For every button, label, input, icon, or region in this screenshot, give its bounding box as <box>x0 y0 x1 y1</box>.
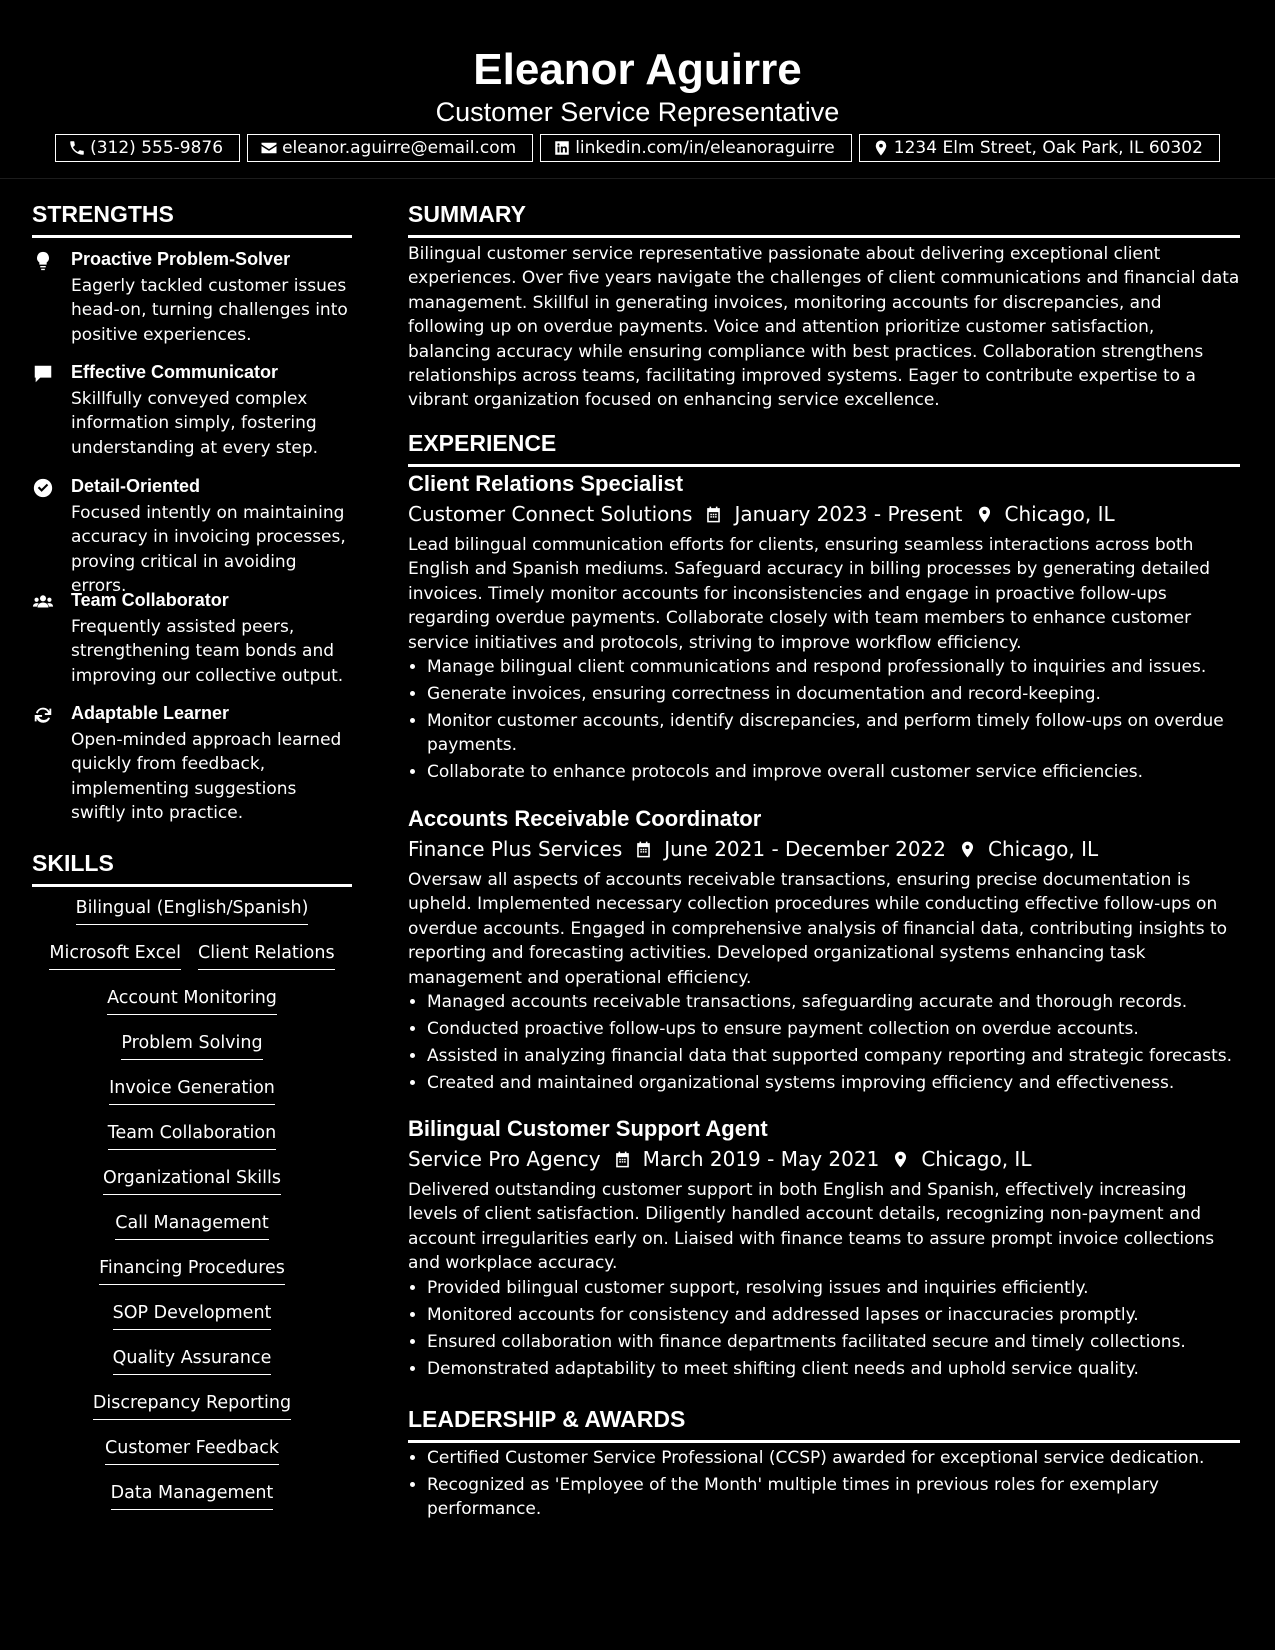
bullet-item: • Manage bilingual client communications and respond professionally to inquiries and issues. <box>427 655 1240 679</box>
job-location: Chicago, IL <box>988 837 1099 861</box>
job-bullets <box>408 655 1240 785</box>
bullet-item: • Collaborate to enhance protocols and improve overall customer service efficiencies. <box>427 760 1240 784</box>
skills-heading: SKILLS <box>32 849 352 887</box>
job-title: Bilingual Customer Support Agent <box>408 1116 768 1141</box>
job-entry <box>408 805 1240 1098</box>
awards-list <box>408 1446 1259 1524</box>
summary-heading: SUMMARY <box>408 200 1240 238</box>
map-pin-icon <box>891 1150 910 1169</box>
job-company: Finance Plus Services <box>408 837 623 861</box>
map-pin-icon <box>872 139 890 157</box>
strength-desc: Frequently assisted peers, strengthening team bonds and improving our collective output. <box>71 617 344 686</box>
job-dates: March 2019 - May 2021 <box>642 1147 880 1171</box>
bullet-item: • Generate invoices, ensuring correctness in documentation and record-keeping. <box>427 682 1240 706</box>
strengths-heading: STRENGTHS <box>32 200 352 238</box>
bullet-item: • Provided bilingual customer support, resolving issues and inquiries efficiently. <box>427 1276 1240 1300</box>
linkedin-text: linkedin.com/in/eleanoraguirre <box>575 138 835 158</box>
sync-icon <box>32 704 54 726</box>
strength-desc: Skillfully conveyed complex information simply, fostering understanding at every step. <box>71 389 319 458</box>
awards-heading: LEADERSHIP & AWARDS <box>408 1405 1240 1443</box>
job-bullets <box>408 990 1240 1095</box>
phone-text: (312) 555-9876 <box>90 138 224 158</box>
job-location: Chicago, IL <box>921 1147 1032 1171</box>
job-entry <box>408 470 1240 787</box>
address-text: 1234 Elm Street, Oak Park, IL 60302 <box>893 138 1203 158</box>
job-description: Lead bilingual communication efforts for clients, ensuring seamless interactions across both English and Spanish mediums. Safeguard accuracy in billing processes by generating detailed invoices. Timely monitor accounts for inconsistencies and engage in proactive follow-ups regarding overdue payments. Collaborate closely with team members to enhance customer service initiatives and protocols, striving to improve workflow efficiency. <box>408 535 1210 653</box>
skill-tag: Discrepancy Reporting <box>93 1390 291 1420</box>
skills-list <box>32 895 352 1525</box>
phone-icon <box>68 139 86 157</box>
contact-bar <box>0 134 1275 162</box>
strength-title: Detail-Oriented <box>71 476 201 496</box>
skill-tag: SOP Development <box>113 1300 272 1330</box>
job-bullets <box>408 1276 1240 1381</box>
job-description: Oversaw all aspects of accounts receivable transactions, ensuring precise documentation is upheld. Implemented necessary collection procedures while conducting effective follow-ups on overdue accounts. Engaged in comprehensive analysis of financial data, contributing insights to reporting and forecasting activities. Developed organizational systems enhancing task management and operational efficiency. <box>408 870 1228 988</box>
strength-title: Team Collaborator <box>71 590 229 610</box>
job-title: Client Relations Specialist <box>408 471 684 496</box>
bullet-item: • Created and maintained organizational systems improving efficiency and effectiveness. <box>427 1071 1240 1095</box>
job-meta <box>408 835 1240 863</box>
strength-title: Adaptable Learner <box>71 703 230 723</box>
strength-title: Effective Communicator <box>71 362 279 382</box>
skill-tag: Call Management <box>115 1210 269 1240</box>
bullet-item: • Conducted proactive follow-ups to ensure payment collection on overdue accounts. <box>427 1017 1240 1041</box>
bullet-item: • Monitored accounts for consistency and addressed lapses or inaccuracies promptly. <box>427 1303 1240 1327</box>
award-item: • Recognized as 'Employee of the Month' multiple times in previous roles for exemplary performance. <box>427 1473 1259 1522</box>
job-description: Delivered outstanding customer support in both English and Spanish, effectively increasing levels of client satisfaction. Diligently handled account details, recognizing non-payment and account irregularities early on. Liaised with finance teams to assure prompt invoice collections and workplace accuracy. <box>408 1180 1215 1274</box>
email-text: eleanor.aguirre@email.com <box>282 138 517 158</box>
resume-header <box>0 0 1275 179</box>
skill-tag: Bilingual (English/Spanish) <box>76 895 309 925</box>
job-entry <box>408 1115 1240 1384</box>
skill-tag: Microsoft Excel <box>49 940 181 970</box>
map-pin-icon <box>958 840 977 859</box>
calendar-icon <box>613 1150 632 1169</box>
candidate-title: Customer Service Representative <box>435 97 840 127</box>
skill-tag: Account Monitoring <box>107 985 277 1015</box>
linkedin-icon <box>553 139 571 157</box>
job-title: Accounts Receivable Coordinator <box>408 806 762 831</box>
skill-tag: Data Management <box>111 1480 274 1510</box>
bullet-item: • Managed accounts receivable transactions, safeguarding accurate and thorough records. <box>427 990 1240 1014</box>
check-circle-icon <box>32 477 54 499</box>
strength-title: Proactive Problem-Solver <box>71 249 291 269</box>
map-pin-icon <box>975 505 994 524</box>
bullet-item: • Monitor customer accounts, identify discrepancies, and perform timely follow-ups on overdue payments. <box>427 709 1240 758</box>
speech-bubble-icon <box>32 363 54 385</box>
bullet-item: • Assisted in analyzing financial data that supported company reporting and strategic forecasts. <box>427 1044 1240 1068</box>
strength-desc: Open-minded approach learned quickly from feedback, implementing suggestions swiftly into practice. <box>71 730 342 823</box>
lightbulb-icon <box>32 250 54 272</box>
contact-linkedin[interactable] <box>540 134 852 162</box>
contact-email[interactable] <box>247 134 533 162</box>
calendar-icon <box>704 505 723 524</box>
strength-desc: Focused intently on maintaining accuracy in invoicing processes, proving critical in avoiding errors. <box>71 503 346 596</box>
calendar-icon <box>634 840 653 859</box>
skill-tag: Organizational Skills <box>103 1165 281 1195</box>
candidate-name: Eleanor Aguirre <box>473 45 802 94</box>
job-meta <box>408 1145 1240 1173</box>
skill-tag: Client Relations <box>198 940 335 970</box>
job-company: Customer Connect Solutions <box>408 502 693 526</box>
users-icon <box>32 591 54 613</box>
skill-tag: Financing Procedures <box>99 1255 285 1285</box>
skill-tag: Team Collaboration <box>108 1120 276 1150</box>
job-company: Service Pro Agency <box>408 1147 601 1171</box>
experience-heading: EXPERIENCE <box>408 429 1240 467</box>
award-item: • Certified Customer Service Professional (CCSP) awarded for exceptional service dedication. <box>427 1446 1259 1470</box>
job-meta <box>408 500 1240 528</box>
skill-tag: Quality Assurance <box>113 1345 272 1375</box>
contact-phone[interactable] <box>55 134 240 162</box>
contact-address[interactable] <box>859 134 1220 162</box>
job-dates: June 2021 - December 2022 <box>664 837 946 861</box>
summary-text: Bilingual customer service representative passionate about delivering exceptional client experiences. Over five years navigate the challenges of client communications and financial data management. Skillful in generating invoices, monitoring accounts for discrepancies, and following up on overdue payments. Voice and attention prioritize customer satisfaction, balancing accuracy while ensuring compliance with best practices. Collaboration strengthens relationships across teams, facilitating improved systems. Eager to contribute expertise to a vibrant organization focused on enhancing service excellence. <box>408 244 1240 411</box>
skill-tag: Customer Feedback <box>105 1435 279 1465</box>
bullet-item: • Demonstrated adaptability to meet shifting client needs and uphold service quality. <box>427 1357 1240 1381</box>
job-dates: January 2023 - Present <box>734 502 963 526</box>
skill-tag: Invoice Generation <box>109 1075 275 1105</box>
bullet-item: • Ensured collaboration with finance departments facilitated secure and timely collections. <box>427 1330 1240 1354</box>
skill-tag: Problem Solving <box>121 1030 262 1060</box>
strength-desc: Eagerly tackled customer issues head-on, turning challenges into positive experiences. <box>71 276 348 345</box>
envelope-icon <box>260 139 278 157</box>
job-location: Chicago, IL <box>1004 502 1115 526</box>
